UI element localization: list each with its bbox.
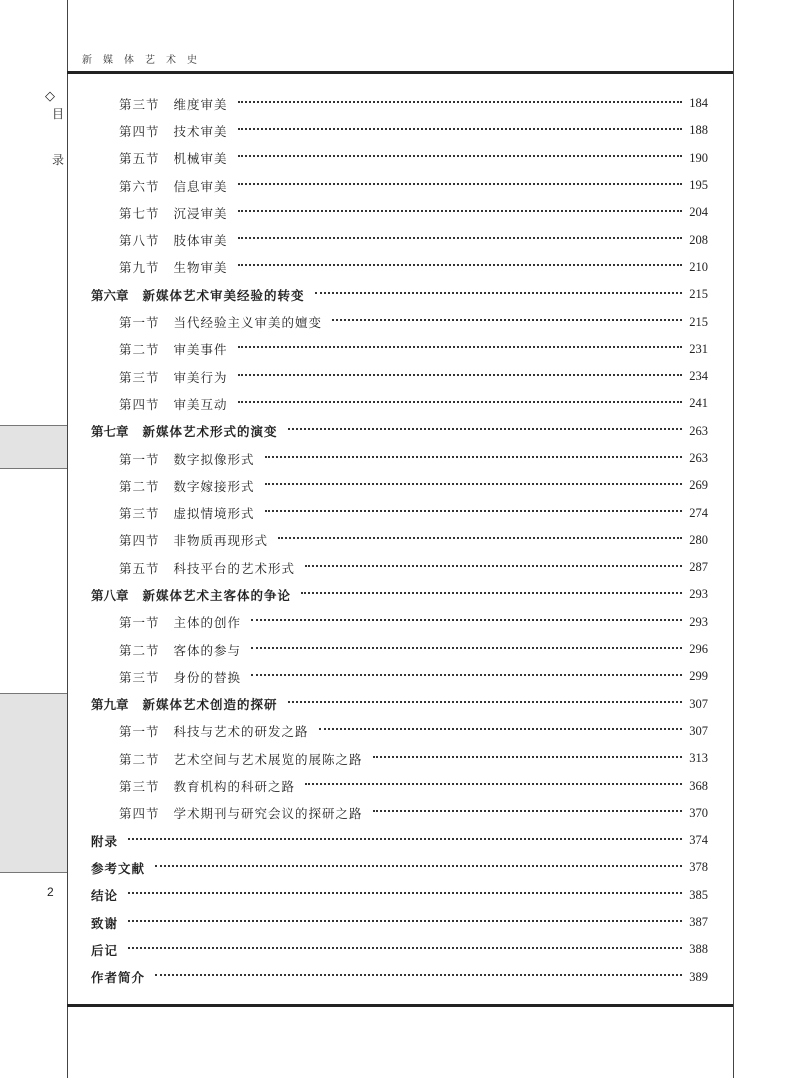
toc-section-entry[interactable]: [91, 117, 708, 144]
toc-entry-title: 审美互动: [173, 396, 228, 412]
toc-entry-title: 审美事件: [173, 342, 228, 358]
toc-entry-title: 生物审美: [173, 260, 228, 276]
toc-leader-dots: [265, 456, 682, 458]
toc-section-entry[interactable]: [91, 199, 708, 226]
toc-entry-label: 第九节: [119, 260, 160, 276]
toc-chapter-entry[interactable]: [91, 827, 708, 854]
toc-entry-page: 263: [689, 451, 708, 465]
toc-leader-dots: [238, 264, 682, 266]
toc-entry-page: 299: [689, 669, 708, 684]
toc-entry-label: 第八章: [91, 587, 129, 603]
toc-section-entry[interactable]: [91, 390, 708, 417]
footer-rule: [67, 1004, 733, 1007]
toc-section-entry[interactable]: [91, 363, 708, 390]
toc-entry-page: 263: [689, 423, 708, 438]
toc-entry-page: 188: [689, 123, 708, 138]
table-of-contents: [91, 90, 708, 991]
side-toc-char-1: 目: [52, 107, 65, 121]
toc-entry-title: 机械审美: [173, 151, 228, 167]
left-margin-rule: [67, 0, 68, 1078]
header-rule: [67, 71, 733, 74]
toc-entry-label: 第四节: [119, 806, 160, 822]
toc-entry-title: 新媒体艺术审美经验的转变: [142, 287, 305, 303]
toc-entry-title: 科技与艺术的研发之路: [173, 724, 309, 740]
toc-leader-dots: [128, 892, 682, 894]
toc-leader-dots: [238, 155, 682, 157]
page-number: 2: [47, 885, 54, 899]
toc-leader-dots: [251, 674, 682, 676]
margin-tab-upper: [0, 425, 67, 469]
toc-leader-dots: [278, 537, 682, 539]
toc-leader-dots: [128, 947, 682, 949]
toc-leader-dots: [238, 101, 682, 103]
toc-entry-label: 第三节: [119, 669, 160, 685]
toc-section-entry[interactable]: [91, 499, 708, 526]
toc-entry-page: 374: [689, 833, 708, 848]
toc-entry-page: 234: [689, 369, 708, 384]
toc-chapter-entry[interactable]: [91, 909, 708, 936]
toc-leader-dots: [288, 428, 682, 430]
toc-leader-dots: [128, 920, 682, 922]
toc-entry-page: 231: [689, 341, 708, 356]
toc-entry-page: 280: [689, 532, 708, 547]
toc-entry-page: 307: [689, 696, 708, 711]
toc-entry-title: 新媒体艺术创造的探研: [142, 697, 278, 713]
toc-leader-dots: [305, 565, 682, 567]
toc-leader-dots: [315, 292, 682, 294]
toc-entry-label: 第七章: [91, 424, 129, 440]
toc-leader-dots: [265, 510, 682, 512]
toc-entry-title: 肢体审美: [173, 233, 228, 249]
toc-entry-page: 293: [689, 614, 708, 629]
toc-section-entry[interactable]: [91, 445, 708, 472]
toc-entry-title: 科技平台的艺术形式: [173, 560, 296, 576]
toc-entry-page: 368: [689, 778, 708, 793]
toc-entry-title: 艺术空间与艺术展览的展陈之路: [173, 751, 363, 767]
toc-entry-page: 274: [689, 505, 708, 520]
toc-entry-title: 数字拟像形式: [173, 451, 255, 467]
toc-entry-label: 第四节: [119, 533, 160, 549]
toc-entry-title: 沉浸审美: [173, 205, 228, 221]
toc-chapter-entry[interactable]: [91, 854, 708, 881]
toc-leader-dots: [238, 374, 682, 376]
toc-section-entry[interactable]: [91, 308, 708, 335]
toc-entry-title: 客体的参与: [173, 642, 242, 658]
toc-entry-page: 313: [689, 751, 708, 766]
toc-entry-label: 第九章: [91, 697, 129, 713]
diamond-icon: ◇: [45, 89, 55, 104]
toc-entry-label: 第六节: [119, 178, 160, 194]
toc-entry-label: 第一节: [119, 315, 160, 331]
toc-section-entry[interactable]: [91, 527, 708, 554]
toc-entry-title: 当代经验主义审美的嬗变: [173, 315, 323, 331]
toc-entry-page: 215: [689, 314, 708, 329]
toc-entry-label: 第四节: [119, 396, 160, 412]
toc-entry-title: 主体的创作: [173, 615, 242, 631]
toc-entry-label: 第五节: [119, 151, 160, 167]
toc-leader-dots: [155, 865, 682, 867]
toc-entry-title: 后记: [91, 942, 119, 958]
toc-entry-title: 信息审美: [173, 178, 228, 194]
toc-entry-page: 195: [689, 178, 708, 193]
toc-entry-page: 269: [689, 478, 708, 493]
toc-entry-label: 第一节: [119, 724, 160, 740]
toc-section-entry[interactable]: [91, 800, 708, 827]
toc-chapter-entry[interactable]: [91, 964, 708, 991]
margin-tab-lower: [0, 693, 67, 873]
toc-entry-page: 385: [689, 887, 708, 902]
toc-entry-title: 作者简介: [91, 970, 146, 986]
toc-entry-page: 388: [689, 942, 708, 957]
toc-entry-title: 数字嫁接形式: [173, 478, 255, 494]
toc-chapter-entry[interactable]: [91, 581, 708, 608]
toc-leader-dots: [128, 838, 682, 840]
toc-leader-dots: [332, 319, 682, 321]
toc-entry-label: 第一节: [119, 451, 160, 467]
toc-entry-label: 第二节: [119, 751, 160, 767]
toc-leader-dots: [238, 210, 682, 212]
toc-leader-dots: [265, 483, 682, 485]
toc-leader-dots: [373, 756, 682, 758]
toc-section-entry[interactable]: [91, 554, 708, 581]
toc-leader-dots: [238, 237, 682, 239]
toc-entry-title: 新媒体艺术形式的演变: [142, 424, 278, 440]
toc-entry-page: 307: [689, 723, 708, 738]
toc-section-entry[interactable]: [91, 718, 708, 745]
toc-entry-page: 387: [689, 915, 708, 930]
toc-chapter-entry[interactable]: [91, 281, 708, 308]
toc-entry-page: 204: [689, 205, 708, 220]
toc-entry-page: 293: [689, 587, 708, 602]
toc-entry-label: 第一节: [119, 615, 160, 631]
toc-leader-dots: [238, 401, 682, 403]
toc-entry-page: 287: [689, 560, 708, 575]
toc-leader-dots: [251, 619, 682, 621]
toc-entry-label: 第二节: [119, 642, 160, 658]
toc-chapter-entry[interactable]: [91, 418, 708, 445]
toc-section-entry[interactable]: [91, 609, 708, 636]
toc-entry-title: 身份的替换: [173, 669, 242, 685]
toc-chapter-entry[interactable]: [91, 936, 708, 963]
running-head: 新媒体艺术史: [82, 55, 208, 66]
toc-entry-page: 389: [689, 969, 708, 984]
toc-section-entry[interactable]: [91, 226, 708, 253]
toc-entry-title: 参考文献: [91, 860, 146, 876]
toc-entry-title: 审美行为: [173, 369, 228, 385]
toc-entry-page: 215: [689, 287, 708, 302]
toc-entry-page: 378: [689, 860, 708, 875]
toc-entry-label: 第二节: [119, 342, 160, 358]
toc-entry-title: 虚拟情境形式: [173, 506, 255, 522]
toc-section-entry[interactable]: [91, 172, 708, 199]
toc-leader-dots: [319, 728, 682, 730]
toc-entry-title: 附录: [91, 833, 119, 849]
toc-leader-dots: [155, 974, 682, 976]
toc-entry-page: 190: [689, 150, 708, 165]
toc-entry-page: 210: [689, 259, 708, 274]
toc-entry-label: 第四节: [119, 123, 160, 139]
toc-leader-dots: [301, 592, 682, 594]
toc-entry-label: 第二节: [119, 478, 160, 494]
toc-entry-label: 第三节: [119, 779, 160, 795]
toc-section-entry[interactable]: [91, 145, 708, 172]
toc-entry-page: 208: [689, 232, 708, 247]
toc-leader-dots: [288, 701, 682, 703]
toc-leader-dots: [373, 810, 682, 812]
toc-leader-dots: [305, 783, 682, 785]
toc-entry-page: 296: [689, 642, 708, 657]
toc-leader-dots: [238, 346, 682, 348]
toc-section-entry[interactable]: [91, 772, 708, 799]
toc-entry-label: 第七节: [119, 205, 160, 221]
toc-entry-label: 第八节: [119, 233, 160, 249]
toc-section-entry[interactable]: [91, 472, 708, 499]
toc-entry-title: 学术期刊与研究会议的探研之路: [173, 806, 363, 822]
toc-section-entry[interactable]: [91, 745, 708, 772]
toc-entry-label: 第六章: [91, 287, 129, 303]
toc-entry-title: 维度审美: [173, 96, 228, 112]
toc-chapter-entry[interactable]: [91, 882, 708, 909]
toc-leader-dots: [238, 183, 682, 185]
toc-entry-label: 第三节: [119, 369, 160, 385]
toc-entry-page: 184: [689, 96, 708, 111]
toc-leader-dots: [238, 128, 682, 130]
toc-section-entry[interactable]: [91, 636, 708, 663]
toc-entry-label: 第三节: [119, 96, 160, 112]
toc-entry-title: 致谢: [91, 915, 119, 931]
toc-section-entry[interactable]: [91, 663, 708, 690]
side-toc-char-2: 录: [52, 153, 65, 167]
toc-chapter-entry[interactable]: [91, 691, 708, 718]
toc-section-entry[interactable]: [91, 336, 708, 363]
toc-section-entry[interactable]: [91, 254, 708, 281]
toc-entry-title: 新媒体艺术主客体的争论: [142, 587, 292, 603]
toc-entry-label: 第五节: [119, 560, 160, 576]
toc-section-entry[interactable]: [91, 90, 708, 117]
right-margin-rule: [733, 0, 734, 1078]
toc-leader-dots: [251, 647, 682, 649]
toc-entry-title: 结论: [91, 888, 119, 904]
toc-entry-page: 370: [689, 805, 708, 820]
toc-entry-title: 技术审美: [173, 123, 228, 139]
toc-entry-label: 第三节: [119, 506, 160, 522]
toc-entry-title: 非物质再现形式: [173, 533, 269, 549]
toc-entry-title: 教育机构的科研之路: [173, 779, 296, 795]
toc-entry-page: 241: [689, 396, 708, 411]
